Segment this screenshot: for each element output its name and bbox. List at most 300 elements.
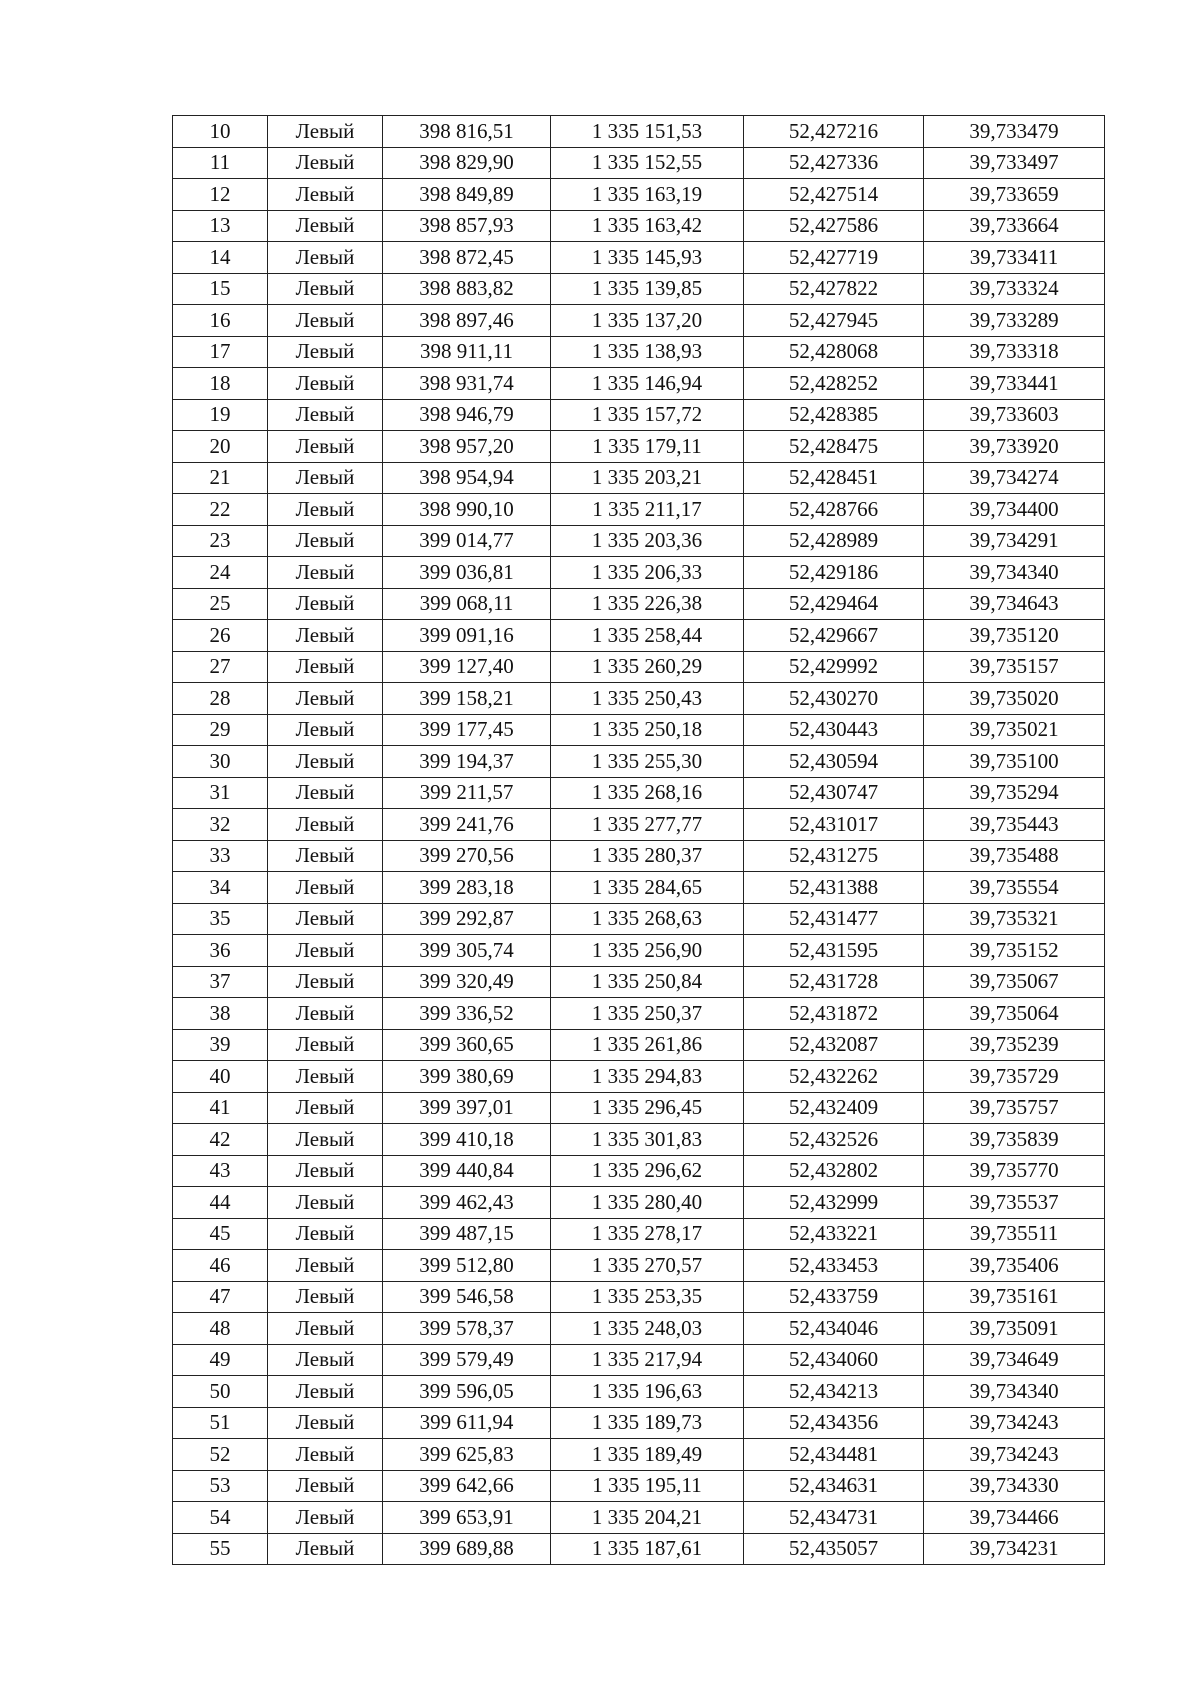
y-coordinate-cell: 1 335 145,93 — [551, 242, 744, 274]
x-coordinate-cell: 399 014,77 — [383, 525, 551, 557]
table-row — [173, 651, 1105, 683]
y-coordinate-cell: 1 335 226,38 — [551, 588, 744, 620]
point-number-cell: 46 — [173, 1250, 268, 1282]
side-cell: Левый — [268, 1502, 383, 1534]
table-row — [173, 1187, 1105, 1219]
side-cell: Левый — [268, 1376, 383, 1408]
y-coordinate-cell: 1 335 211,17 — [551, 494, 744, 526]
longitude-cell: 39,734330 — [924, 1470, 1105, 1502]
longitude-cell: 39,735152 — [924, 935, 1105, 967]
x-coordinate-cell: 399 211,57 — [383, 777, 551, 809]
x-coordinate-cell: 399 380,69 — [383, 1061, 551, 1093]
x-coordinate-cell: 399 305,74 — [383, 935, 551, 967]
y-coordinate-cell: 1 335 277,77 — [551, 809, 744, 841]
table-row — [173, 935, 1105, 967]
longitude-cell: 39,734643 — [924, 588, 1105, 620]
side-cell: Левый — [268, 462, 383, 494]
y-coordinate-cell: 1 335 203,36 — [551, 525, 744, 557]
y-coordinate-cell: 1 335 217,94 — [551, 1344, 744, 1376]
point-number-cell: 20 — [173, 431, 268, 463]
table-row — [173, 1470, 1105, 1502]
point-number-cell: 34 — [173, 872, 268, 904]
y-coordinate-cell: 1 335 137,20 — [551, 305, 744, 337]
latitude-cell: 52,431017 — [744, 809, 924, 841]
side-cell: Левый — [268, 1061, 383, 1093]
y-coordinate-cell: 1 335 206,33 — [551, 557, 744, 589]
side-cell: Левый — [268, 1029, 383, 1061]
point-number-cell: 41 — [173, 1092, 268, 1124]
longitude-cell: 39,735020 — [924, 683, 1105, 715]
x-coordinate-cell: 399 578,37 — [383, 1313, 551, 1345]
side-cell: Левый — [268, 179, 383, 211]
point-number-cell: 10 — [173, 116, 268, 148]
y-coordinate-cell: 1 335 255,30 — [551, 746, 744, 778]
point-number-cell: 32 — [173, 809, 268, 841]
y-coordinate-cell: 1 335 187,61 — [551, 1533, 744, 1565]
longitude-cell: 39,735511 — [924, 1218, 1105, 1250]
latitude-cell: 52,430443 — [744, 714, 924, 746]
latitude-cell: 52,429992 — [744, 651, 924, 683]
x-coordinate-cell: 398 954,94 — [383, 462, 551, 494]
y-coordinate-cell: 1 335 204,21 — [551, 1502, 744, 1534]
point-number-cell: 48 — [173, 1313, 268, 1345]
latitude-cell: 52,432262 — [744, 1061, 924, 1093]
x-coordinate-cell: 399 596,05 — [383, 1376, 551, 1408]
point-number-cell: 49 — [173, 1344, 268, 1376]
side-cell: Левый — [268, 147, 383, 179]
side-cell: Левый — [268, 1281, 383, 1313]
point-number-cell: 38 — [173, 998, 268, 1030]
side-cell: Левый — [268, 1155, 383, 1187]
x-coordinate-cell: 399 360,65 — [383, 1029, 551, 1061]
x-coordinate-cell: 399 440,84 — [383, 1155, 551, 1187]
table-row — [173, 273, 1105, 305]
longitude-cell: 39,735757 — [924, 1092, 1105, 1124]
y-coordinate-cell: 1 335 268,63 — [551, 903, 744, 935]
longitude-cell: 39,733441 — [924, 368, 1105, 400]
latitude-cell: 52,434356 — [744, 1407, 924, 1439]
side-cell: Левый — [268, 116, 383, 148]
longitude-cell: 39,733920 — [924, 431, 1105, 463]
y-coordinate-cell: 1 335 152,55 — [551, 147, 744, 179]
point-number-cell: 25 — [173, 588, 268, 620]
x-coordinate-cell: 399 270,56 — [383, 840, 551, 872]
longitude-cell: 39,734400 — [924, 494, 1105, 526]
latitude-cell: 52,428451 — [744, 462, 924, 494]
side-cell: Левый — [268, 1250, 383, 1282]
table-row — [173, 1281, 1105, 1313]
y-coordinate-cell: 1 335 250,84 — [551, 966, 744, 998]
y-coordinate-cell: 1 335 196,63 — [551, 1376, 744, 1408]
point-number-cell: 30 — [173, 746, 268, 778]
y-coordinate-cell: 1 335 256,90 — [551, 935, 744, 967]
longitude-cell: 39,734243 — [924, 1439, 1105, 1471]
x-coordinate-cell: 399 653,91 — [383, 1502, 551, 1534]
latitude-cell: 52,434213 — [744, 1376, 924, 1408]
latitude-cell: 52,429186 — [744, 557, 924, 589]
latitude-cell: 52,429667 — [744, 620, 924, 652]
side-cell: Левый — [268, 494, 383, 526]
point-number-cell: 33 — [173, 840, 268, 872]
table-row — [173, 1533, 1105, 1565]
y-coordinate-cell: 1 335 296,62 — [551, 1155, 744, 1187]
y-coordinate-cell: 1 335 138,93 — [551, 336, 744, 368]
x-coordinate-cell: 399 158,21 — [383, 683, 551, 715]
side-cell: Левый — [268, 525, 383, 557]
latitude-cell: 52,431275 — [744, 840, 924, 872]
x-coordinate-cell: 399 091,16 — [383, 620, 551, 652]
longitude-cell: 39,735161 — [924, 1281, 1105, 1313]
longitude-cell: 39,735770 — [924, 1155, 1105, 1187]
x-coordinate-cell: 398 816,51 — [383, 116, 551, 148]
longitude-cell: 39,735120 — [924, 620, 1105, 652]
point-number-cell: 19 — [173, 399, 268, 431]
side-cell: Левый — [268, 588, 383, 620]
table-row — [173, 494, 1105, 526]
table-row — [173, 588, 1105, 620]
point-number-cell: 52 — [173, 1439, 268, 1471]
latitude-cell: 52,432526 — [744, 1124, 924, 1156]
latitude-cell: 52,432409 — [744, 1092, 924, 1124]
x-coordinate-cell: 398 957,20 — [383, 431, 551, 463]
latitude-cell: 52,428989 — [744, 525, 924, 557]
point-number-cell: 54 — [173, 1502, 268, 1534]
x-coordinate-cell: 399 546,58 — [383, 1281, 551, 1313]
longitude-cell: 39,735067 — [924, 966, 1105, 998]
table-row — [173, 1502, 1105, 1534]
y-coordinate-cell: 1 335 139,85 — [551, 273, 744, 305]
longitude-cell: 39,734274 — [924, 462, 1105, 494]
x-coordinate-cell: 399 397,01 — [383, 1092, 551, 1124]
side-cell: Левый — [268, 336, 383, 368]
x-coordinate-cell: 399 320,49 — [383, 966, 551, 998]
y-coordinate-cell: 1 335 253,35 — [551, 1281, 744, 1313]
table-row — [173, 557, 1105, 589]
point-number-cell: 47 — [173, 1281, 268, 1313]
longitude-cell: 39,735091 — [924, 1313, 1105, 1345]
longitude-cell: 39,735100 — [924, 746, 1105, 778]
x-coordinate-cell: 398 931,74 — [383, 368, 551, 400]
latitude-cell: 52,427514 — [744, 179, 924, 211]
table-row — [173, 683, 1105, 715]
y-coordinate-cell: 1 335 163,19 — [551, 179, 744, 211]
x-coordinate-cell: 399 241,76 — [383, 809, 551, 841]
latitude-cell: 52,430747 — [744, 777, 924, 809]
side-cell: Левый — [268, 305, 383, 337]
y-coordinate-cell: 1 335 189,73 — [551, 1407, 744, 1439]
longitude-cell: 39,733318 — [924, 336, 1105, 368]
side-cell: Левый — [268, 651, 383, 683]
side-cell: Левый — [268, 210, 383, 242]
y-coordinate-cell: 1 335 203,21 — [551, 462, 744, 494]
table-row — [173, 714, 1105, 746]
table-row — [173, 620, 1105, 652]
y-coordinate-cell: 1 335 301,83 — [551, 1124, 744, 1156]
y-coordinate-cell: 1 335 163,42 — [551, 210, 744, 242]
latitude-cell: 52,435057 — [744, 1533, 924, 1565]
table-row — [173, 998, 1105, 1030]
side-cell: Левый — [268, 273, 383, 305]
latitude-cell: 52,428385 — [744, 399, 924, 431]
table-row — [173, 1344, 1105, 1376]
table-row — [173, 1029, 1105, 1061]
longitude-cell: 39,735021 — [924, 714, 1105, 746]
longitude-cell: 39,735443 — [924, 809, 1105, 841]
longitude-cell: 39,735537 — [924, 1187, 1105, 1219]
y-coordinate-cell: 1 335 296,45 — [551, 1092, 744, 1124]
x-coordinate-cell: 399 611,94 — [383, 1407, 551, 1439]
point-number-cell: 12 — [173, 179, 268, 211]
latitude-cell: 52,429464 — [744, 588, 924, 620]
latitude-cell: 52,430270 — [744, 683, 924, 715]
side-cell: Левый — [268, 872, 383, 904]
side-cell: Левый — [268, 1218, 383, 1250]
longitude-cell: 39,735239 — [924, 1029, 1105, 1061]
latitude-cell: 52,431595 — [744, 935, 924, 967]
table-row — [173, 1250, 1105, 1282]
table-row — [173, 1439, 1105, 1471]
latitude-cell: 52,434731 — [744, 1502, 924, 1534]
y-coordinate-cell: 1 335 258,44 — [551, 620, 744, 652]
point-number-cell: 29 — [173, 714, 268, 746]
x-coordinate-cell: 398 857,93 — [383, 210, 551, 242]
table-row — [173, 809, 1105, 841]
latitude-cell: 52,432802 — [744, 1155, 924, 1187]
point-number-cell: 27 — [173, 651, 268, 683]
longitude-cell: 39,733497 — [924, 147, 1105, 179]
table-row — [173, 903, 1105, 935]
y-coordinate-cell: 1 335 294,83 — [551, 1061, 744, 1093]
table-row — [173, 305, 1105, 337]
point-number-cell: 23 — [173, 525, 268, 557]
y-coordinate-cell: 1 335 260,29 — [551, 651, 744, 683]
table-row — [173, 116, 1105, 148]
point-number-cell: 16 — [173, 305, 268, 337]
latitude-cell: 52,433453 — [744, 1250, 924, 1282]
side-cell: Левый — [268, 620, 383, 652]
latitude-cell: 52,433221 — [744, 1218, 924, 1250]
x-coordinate-cell: 398 911,11 — [383, 336, 551, 368]
latitude-cell: 52,432999 — [744, 1187, 924, 1219]
y-coordinate-cell: 1 335 248,03 — [551, 1313, 744, 1345]
table-row — [173, 431, 1105, 463]
longitude-cell: 39,733411 — [924, 242, 1105, 274]
y-coordinate-cell: 1 335 284,65 — [551, 872, 744, 904]
side-cell: Левый — [268, 777, 383, 809]
longitude-cell: 39,735157 — [924, 651, 1105, 683]
latitude-cell: 52,431872 — [744, 998, 924, 1030]
table-row — [173, 242, 1105, 274]
longitude-cell: 39,733479 — [924, 116, 1105, 148]
longitude-cell: 39,733603 — [924, 399, 1105, 431]
longitude-cell: 39,734291 — [924, 525, 1105, 557]
longitude-cell: 39,734243 — [924, 1407, 1105, 1439]
point-number-cell: 53 — [173, 1470, 268, 1502]
side-cell: Левый — [268, 935, 383, 967]
side-cell: Левый — [268, 840, 383, 872]
longitude-cell: 39,735321 — [924, 903, 1105, 935]
latitude-cell: 52,430594 — [744, 746, 924, 778]
latitude-cell: 52,432087 — [744, 1029, 924, 1061]
y-coordinate-cell: 1 335 151,53 — [551, 116, 744, 148]
latitude-cell: 52,431477 — [744, 903, 924, 935]
x-coordinate-cell: 398 872,45 — [383, 242, 551, 274]
x-coordinate-cell: 399 068,11 — [383, 588, 551, 620]
point-number-cell: 45 — [173, 1218, 268, 1250]
side-cell: Левый — [268, 242, 383, 274]
point-number-cell: 51 — [173, 1407, 268, 1439]
x-coordinate-cell: 398 990,10 — [383, 494, 551, 526]
side-cell: Левый — [268, 1092, 383, 1124]
x-coordinate-cell: 398 829,90 — [383, 147, 551, 179]
table-row — [173, 1124, 1105, 1156]
latitude-cell: 52,433759 — [744, 1281, 924, 1313]
y-coordinate-cell: 1 335 195,11 — [551, 1470, 744, 1502]
x-coordinate-cell: 399 292,87 — [383, 903, 551, 935]
point-number-cell: 43 — [173, 1155, 268, 1187]
y-coordinate-cell: 1 335 280,40 — [551, 1187, 744, 1219]
y-coordinate-cell: 1 335 189,49 — [551, 1439, 744, 1471]
point-number-cell: 44 — [173, 1187, 268, 1219]
table-row — [173, 368, 1105, 400]
x-coordinate-cell: 399 462,43 — [383, 1187, 551, 1219]
x-coordinate-cell: 398 897,46 — [383, 305, 551, 337]
side-cell: Левый — [268, 1407, 383, 1439]
table-row — [173, 872, 1105, 904]
side-cell: Левый — [268, 809, 383, 841]
latitude-cell: 52,428475 — [744, 431, 924, 463]
y-coordinate-cell: 1 335 157,72 — [551, 399, 744, 431]
table-row — [173, 399, 1105, 431]
side-cell: Левый — [268, 1187, 383, 1219]
coordinates-table-body — [173, 116, 1105, 1565]
side-cell: Левый — [268, 1470, 383, 1502]
point-number-cell: 15 — [173, 273, 268, 305]
point-number-cell: 13 — [173, 210, 268, 242]
side-cell: Левый — [268, 557, 383, 589]
y-coordinate-cell: 1 335 270,57 — [551, 1250, 744, 1282]
side-cell: Левый — [268, 1344, 383, 1376]
latitude-cell: 52,428068 — [744, 336, 924, 368]
table-row — [173, 336, 1105, 368]
longitude-cell: 39,733659 — [924, 179, 1105, 211]
longitude-cell: 39,733324 — [924, 273, 1105, 305]
longitude-cell: 39,734231 — [924, 1533, 1105, 1565]
table-row — [173, 462, 1105, 494]
x-coordinate-cell: 398 849,89 — [383, 179, 551, 211]
x-coordinate-cell: 399 036,81 — [383, 557, 551, 589]
point-number-cell: 42 — [173, 1124, 268, 1156]
side-cell: Левый — [268, 746, 383, 778]
table-row — [173, 777, 1105, 809]
table-row — [173, 179, 1105, 211]
latitude-cell: 52,427336 — [744, 147, 924, 179]
table-row — [173, 147, 1105, 179]
table-row — [173, 746, 1105, 778]
table-row — [173, 1407, 1105, 1439]
side-cell: Левый — [268, 714, 383, 746]
latitude-cell: 52,434046 — [744, 1313, 924, 1345]
table-row — [173, 840, 1105, 872]
x-coordinate-cell: 399 689,88 — [383, 1533, 551, 1565]
x-coordinate-cell: 399 642,66 — [383, 1470, 551, 1502]
table-row — [173, 1218, 1105, 1250]
longitude-cell: 39,734340 — [924, 557, 1105, 589]
longitude-cell: 39,733289 — [924, 305, 1105, 337]
x-coordinate-cell: 399 177,45 — [383, 714, 551, 746]
latitude-cell: 52,434481 — [744, 1439, 924, 1471]
latitude-cell: 52,428252 — [744, 368, 924, 400]
longitude-cell: 39,735406 — [924, 1250, 1105, 1282]
x-coordinate-cell: 398 883,82 — [383, 273, 551, 305]
point-number-cell: 11 — [173, 147, 268, 179]
point-number-cell: 40 — [173, 1061, 268, 1093]
longitude-cell: 39,735064 — [924, 998, 1105, 1030]
point-number-cell: 26 — [173, 620, 268, 652]
latitude-cell: 52,434060 — [744, 1344, 924, 1376]
point-number-cell: 21 — [173, 462, 268, 494]
side-cell: Левый — [268, 998, 383, 1030]
latitude-cell: 52,427216 — [744, 116, 924, 148]
point-number-cell: 18 — [173, 368, 268, 400]
point-number-cell: 39 — [173, 1029, 268, 1061]
y-coordinate-cell: 1 335 250,43 — [551, 683, 744, 715]
point-number-cell: 31 — [173, 777, 268, 809]
y-coordinate-cell: 1 335 146,94 — [551, 368, 744, 400]
side-cell: Левый — [268, 1313, 383, 1345]
side-cell: Левый — [268, 399, 383, 431]
x-coordinate-cell: 399 127,40 — [383, 651, 551, 683]
point-number-cell: 28 — [173, 683, 268, 715]
latitude-cell: 52,428766 — [744, 494, 924, 526]
y-coordinate-cell: 1 335 261,86 — [551, 1029, 744, 1061]
point-number-cell: 55 — [173, 1533, 268, 1565]
longitude-cell: 39,735294 — [924, 777, 1105, 809]
latitude-cell: 52,427719 — [744, 242, 924, 274]
x-coordinate-cell: 399 410,18 — [383, 1124, 551, 1156]
x-coordinate-cell: 399 512,80 — [383, 1250, 551, 1282]
table-row — [173, 1155, 1105, 1187]
latitude-cell: 52,427945 — [744, 305, 924, 337]
x-coordinate-cell: 399 194,37 — [383, 746, 551, 778]
longitude-cell: 39,735729 — [924, 1061, 1105, 1093]
x-coordinate-cell: 398 946,79 — [383, 399, 551, 431]
point-number-cell: 14 — [173, 242, 268, 274]
table-row — [173, 1092, 1105, 1124]
latitude-cell: 52,427586 — [744, 210, 924, 242]
y-coordinate-cell: 1 335 179,11 — [551, 431, 744, 463]
side-cell: Левый — [268, 683, 383, 715]
side-cell: Левый — [268, 1124, 383, 1156]
side-cell: Левый — [268, 1439, 383, 1471]
longitude-cell: 39,735554 — [924, 872, 1105, 904]
latitude-cell: 52,431728 — [744, 966, 924, 998]
side-cell: Левый — [268, 966, 383, 998]
y-coordinate-cell: 1 335 250,37 — [551, 998, 744, 1030]
latitude-cell: 52,431388 — [744, 872, 924, 904]
y-coordinate-cell: 1 335 280,37 — [551, 840, 744, 872]
point-number-cell: 24 — [173, 557, 268, 589]
table-row — [173, 1061, 1105, 1093]
side-cell: Левый — [268, 368, 383, 400]
coordinates-table — [172, 115, 1105, 1565]
longitude-cell: 39,735839 — [924, 1124, 1105, 1156]
table-row — [173, 525, 1105, 557]
point-number-cell: 17 — [173, 336, 268, 368]
table-row — [173, 1376, 1105, 1408]
longitude-cell: 39,734649 — [924, 1344, 1105, 1376]
y-coordinate-cell: 1 335 268,16 — [551, 777, 744, 809]
